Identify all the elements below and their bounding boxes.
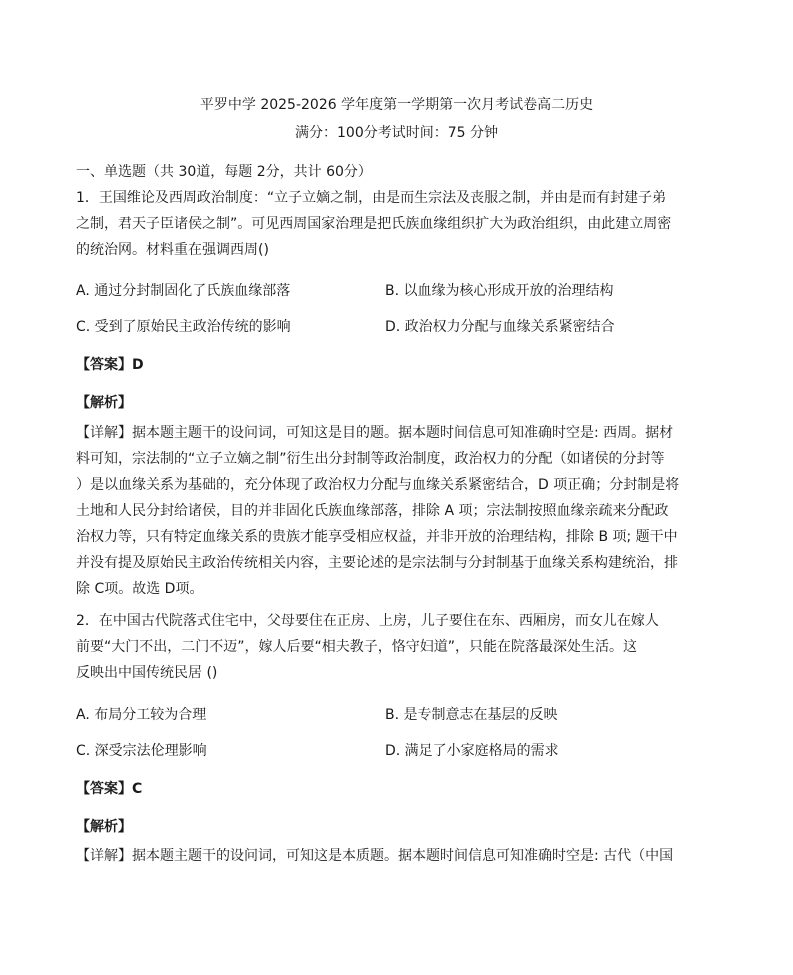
q1-detail-line-3: ）是以血缘关系为基础的，充分体现了政治权力分配与血缘关系紧密结合，D 项正确；分封制是将: [76, 477, 680, 493]
analysis-label: 【解析】: [76, 819, 132, 835]
analysis-label: 【解析】: [76, 395, 132, 411]
q1-detail-line-7: 除 C项。故选 D项。: [76, 581, 204, 597]
q2-analysis-label: [76, 818, 132, 836]
q2-detail-line-1: 【详解】据本题主题干的设问词，可知这是本质题。据本题时间信息可知准确时空是: 古代（中国: [76, 848, 674, 864]
exam-title: 平罗中学 2025-2026 学年度第一学期第一次月考试卷高二历史: [199, 97, 594, 113]
q2-option-b: B. 是专制意志在基层的反映: [385, 707, 558, 723]
q2-stem-line-1: 2．在中国古代院落式住宅中，父母要住在正房、上房，儿子要住在东、西厢房，而女儿在嫁人: [76, 613, 659, 629]
answer-value: C: [132, 781, 143, 797]
answer-value: D: [132, 357, 144, 373]
q2-answer: [76, 780, 142, 798]
q1-detail-line-1: 【详解】据本题主题干的设问词，可知这是目的题。据本题时间信息可知准确时空是: 西周。据材: [76, 425, 674, 441]
q1-detail-line-6: 并没有提及原始民主政治传统相关内容，主要论述的是宗法制与分封制基于血缘关系构建统治，排: [76, 555, 678, 571]
q1-option-a: A. 通过分封制固化了氏族血缘部落: [76, 283, 291, 299]
q1-stem-line-3: 的统治网。材料重在强调西周(): [76, 242, 269, 258]
q2-stem-line-3: 反映出中国传统民居 (): [76, 665, 218, 681]
q2-option-c: C. 深受宗法伦理影响: [76, 743, 207, 759]
q1-stem-line-1: 1．王国维论及西周政治制度：“立子立嫡之制，由是而生宗法及丧服之制，并由是而有封建子弟: [76, 190, 667, 206]
q1-answer: [76, 356, 144, 374]
q1-option-b: B. 以血缘为核心形成开放的治理结构: [385, 283, 614, 299]
q1-analysis-label: [76, 394, 132, 412]
q1-stem-line-2: 之制，君天子臣诸侯之制”。可见西周国家治理是把氏族血缘组织扩大为政治组织，由此建立周密: [76, 216, 672, 232]
q1-option-d: D. 政治权力分配与血缘关系紧密结合: [385, 319, 615, 335]
q1-detail-line-5: 治权力等，只有特定血缘关系的贵族才能享受相应权益，并非开放的治理结构，排除 B 项; 题干中: [76, 529, 678, 545]
q1-detail-line-4: 土地和人民分封给诸侯，目的并非固化氏族血缘部落，排除 A 项；宗法制按照血缘亲疏来分配政: [76, 503, 669, 519]
q1-option-c: C. 受到了原始民主政治传统的影响: [76, 319, 291, 335]
q2-option-d: D. 满足了小家庭格局的需求: [385, 743, 559, 759]
answer-label: 【答案】: [76, 357, 132, 373]
exam-subtitle: 满分：100分考试时间：75 分钟: [295, 125, 498, 141]
section-heading: 一、单选题（共 30道，每题 2分，共计 60分）: [76, 164, 372, 180]
q2-stem-line-2: 前要“大门不出，二门不迈”，嫁人后要“相夫教子，恪守妇道”，只能在院落最深处生活。这: [76, 639, 638, 655]
q2-option-a: A. 布局分工较为合理: [76, 707, 207, 723]
answer-label: 【答案】: [76, 781, 132, 797]
q1-detail-line-2: 料可知，宗法制的“立子立嫡之制”衍生出分封制等政治制度，政治权力的分配（如诸侯的分封等: [76, 451, 665, 467]
